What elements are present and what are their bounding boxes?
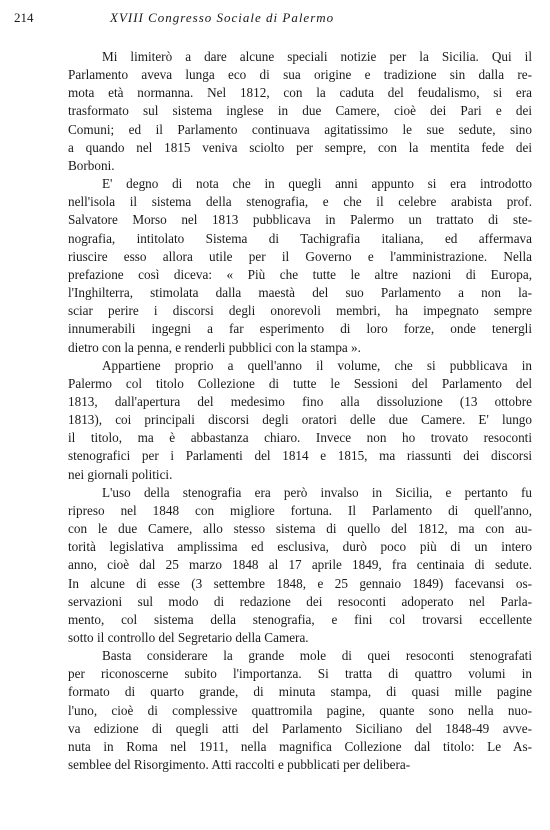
text-line: nei giornali politici. <box>68 466 173 482</box>
text-line: formato di quarto grande, di minuta stampa, di quasi mille pagine <box>68 684 532 700</box>
text-line: nuta in Roma nel 1911, nella magnifica Collezione dal titolo: Le As- <box>68 738 532 754</box>
text-line: 1813), coi principali discorsi degli oratori delle due Camere. E' lungo <box>68 412 532 428</box>
body-text <box>68 48 532 774</box>
paragraph <box>68 484 532 647</box>
text-line: Parlamento aveva lunga eco di sua origine e tradizione sin dalla re- <box>68 67 532 83</box>
text-line: mento, col sistema della stenografia, e fini col trovarsi eccellente <box>68 611 532 627</box>
text-line: con le due Camere, allo stesso sistema di quello del 1812, ma con au- <box>68 521 532 537</box>
text-line: per riconoscerne subito l'importanza. Si tratta di quattro volumi in <box>68 666 532 682</box>
text-line: L'uso della stenografia era però invalso in Sicilia, e pertanto fu <box>102 484 532 500</box>
text-line: nografia, intitolato Sistema di Tachigrafia italiana, ed affermava <box>68 230 532 246</box>
text-line: anno, cioè dal 25 marzo 1848 al 17 aprile 1849, fra centinaia di sedute. <box>68 557 532 573</box>
text-line: l'Inghilterra, stimolata dalla maestà del suo Parlamento a non la- <box>68 285 532 301</box>
text-line: Comuni; ed il Parlamento continuava agitatissimo le sue sedute, sino <box>68 121 532 137</box>
text-line: Mi limiterò a dare alcune speciali notizie per la Sicilia. Qui il <box>102 49 532 64</box>
text-line: riuscire esso allora utile per il Governo e l'amministrazione. Nella <box>68 248 532 264</box>
text-line: sotto il controllo del Segretario della Camera. <box>68 630 309 645</box>
text-line: Salvatore Morso nel 1813 pubblicava in Palermo un trattato di ste- <box>68 212 532 228</box>
text-line: semblee del Risorgimento. Atti raccolti e pubblicati per delibera- <box>68 757 411 773</box>
text-line: prefazione così diceva: « Più che tutte le altre nazioni di Europa, <box>68 266 532 282</box>
text-line: Appartiene proprio a quell'anno il volume, che si pubblicava in <box>102 357 532 373</box>
page-number: 214 <box>14 10 34 25</box>
text-line: sciar perire i discorsi degli onorevoli membri, ha impegnato sempre <box>68 303 532 319</box>
text-line: va edizione di quegli atti del Parlamento Siciliano del 1848-49 avve- <box>68 720 532 736</box>
text-line: ripreso nel 1848 con migliore fortuna. Il Parlamento di quell'anno, <box>68 502 532 518</box>
paragraph <box>68 175 532 357</box>
text-line: trasformato sul sistema inglese in due Camere, cioè dei Pari e dei <box>68 103 532 119</box>
text-line: E' degno di nota che in quegli anni appunto si era introdotto <box>102 176 532 192</box>
text-line: Basta considerare la grande mole di quei resoconti stenografati <box>102 648 532 664</box>
text-line: servazioni sul modo di redazione dei resoconti adoperato nel Parla- <box>68 593 532 609</box>
text-line: dietro con la penna, e renderli pubblici con la stampa ». <box>68 339 361 355</box>
text-line: Palermo col titolo Collezione di tutte le Sessioni del Parlamento del <box>68 375 532 391</box>
text-line: In alcune di esse (3 settembre 1848, e 25 gennaio 1849) facevansi os- <box>68 575 532 591</box>
text-line: mota età normanna. Nel 1812, con la caduta del feudalismo, si era <box>68 85 532 101</box>
paragraph <box>68 357 532 484</box>
text-line: 1813, dall'apertura del medesimo fino alla dissoluzione (13 ottobre <box>68 393 532 409</box>
text-line: a quando nel 1815 veniva sciolto per sempre, con la mentita fede dei <box>68 139 532 155</box>
page-header <box>14 10 536 32</box>
paragraph <box>68 647 532 774</box>
text-line: il titolo, ma è abbastanza chiaro. Invece non ho trovato resoconti <box>68 430 532 446</box>
running-title: XVIII Congresso Sociale di Palermo <box>110 10 335 25</box>
text-line: torità legislativa amplissima ed esclusiva, durò poco più di un intero <box>68 539 532 555</box>
text-line: l'uno, cioè di complessive quattromila pagine, quante sono nella nuo- <box>68 702 532 718</box>
text-line: stenografici per i Parlamenti del 1814 e 1815, ma riassunti dei discorsi <box>68 448 532 464</box>
text-line: innumerabili ingegni a far esperimento di loro forze, onde tenergli <box>68 321 532 337</box>
text-line: nell'isola il sistema della stenografia, e che il celebre arabista prof. <box>68 194 532 210</box>
text-line: Borboni. <box>68 157 115 173</box>
paragraph <box>68 48 532 175</box>
